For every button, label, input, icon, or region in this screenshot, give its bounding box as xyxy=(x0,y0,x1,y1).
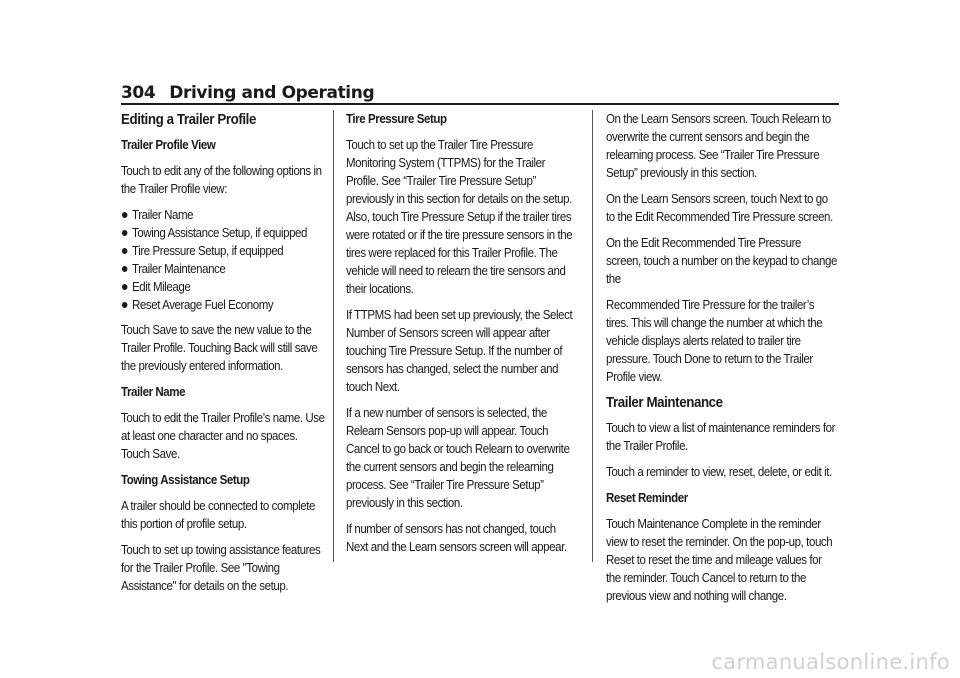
list-item: Towing Assistance Setup, if equipped xyxy=(121,224,325,242)
paragraph: A trailer should be connected to complete this portion of profile setup. xyxy=(121,499,315,531)
subheading-tire-pressure-setup: Tire Pressure Setup xyxy=(346,112,447,126)
column-2 xyxy=(346,110,574,564)
subheading-reset-reminder: Reset Reminder xyxy=(606,491,688,505)
heading-editing-trailer-profile: Editing a Trailer Profile xyxy=(121,112,256,128)
paragraph: Touch to edit any of the following options in the Trailer Profile view: xyxy=(121,164,322,196)
list-item: Trailer Name xyxy=(121,206,325,224)
list-item: Tire Pressure Setup, if equipped xyxy=(121,242,325,260)
paragraph: Touch Maintenance Complete in the reminder view to reset the reminder. On the pop-up, touch Reset to reset the time and mileage values for the reminder. Touch Cancel to return to the previous view and nothing will change. xyxy=(606,517,833,603)
paragraph: Touch to set up the Trailer Tire Pressure Monitoring System (TTPMS) for the Trailer Profile. See “Trailer Tire Pressure Setup” previously in this section for details on the setup. Also, touch Tire Pressure Setup if the trailer tires were rotated or if the tire pressure sensors in the tires were replaced for this Trailer Profile. The vehicle will need to relearn the tire sensors and their locations. xyxy=(346,138,573,296)
paragraph: Touch to edit the Trailer Profile’s name. Use at least one character and no spaces. Touch Save. xyxy=(121,411,325,461)
watermark-text: carmanualsonline.info xyxy=(711,650,950,674)
list-item: Trailer Maintenance xyxy=(121,260,325,278)
subheading-trailer-name: Trailer Name xyxy=(121,385,186,399)
paragraph: If a new number of sensors is selected, the Relearn Sensors pop-up will appear. Touch Cancel to go back or touch Relearn to overwrite the current sensors and begin the relearning process. See “Trailer Tire Pressure Setup” previously in this section. xyxy=(346,406,570,510)
page-number: 304 xyxy=(121,83,156,103)
list-item: Reset Average Fuel Economy xyxy=(121,296,325,314)
paragraph: Recommended Tire Pressure for the trailer’s tires. This will change the number at which the vehicle displays alerts related to trailer tire pressure. Touch Done to return to the Trailer Profile view. xyxy=(606,298,823,384)
column-3 xyxy=(606,110,838,613)
paragraph: Touch a reminder to view, reset, delete, or edit it. xyxy=(606,465,832,479)
subheading-towing-assistance-setup: Towing Assistance Setup xyxy=(121,473,250,487)
subheading-trailer-profile-view: Trailer Profile View xyxy=(121,138,216,152)
paragraph: If TTPMS had been set up previously, the Select Number of Sensors screen will appear after touching Tire Pressure Setup. If the number of sensors has changed, select the number and touch Next. xyxy=(346,308,573,394)
column-divider xyxy=(333,110,334,562)
section-title: Driving and Operating xyxy=(169,83,375,103)
paragraph: On the Learn Sensors screen, touch Next to go to the Edit Recommended Tire Pressure screen. xyxy=(606,192,833,224)
header-rule xyxy=(121,103,839,105)
column-1 xyxy=(121,110,325,603)
paragraph: On the Learn Sensors screen. Touch Relearn to overwrite the current sensors and begin the relearning process. See “Trailer Tire Pressure Setup” previously in this section. xyxy=(606,112,831,180)
paragraph: On the Edit Recommended Tire Pressure screen, touch a number on the keypad to change the xyxy=(606,236,837,286)
page-header xyxy=(121,83,374,103)
paragraph: Touch Save to save the new value to the Trailer Profile. Touching Back will still save the previously entered information. xyxy=(121,323,318,373)
options-list xyxy=(121,206,325,314)
paragraph: Touch to view a list of maintenance reminders for the Trailer Profile. xyxy=(606,421,836,453)
list-item: Edit Mileage xyxy=(121,278,325,296)
paragraph: If number of sensors has not changed, touch Next and the Learn sensors screen will appear. xyxy=(346,522,567,554)
column-divider xyxy=(592,110,593,562)
paragraph: Touch to set up towing assistance features for the Trailer Profile. See "Towing Assistance" for details on the setup. xyxy=(121,543,321,593)
heading-trailer-maintenance: Trailer Maintenance xyxy=(606,395,723,411)
